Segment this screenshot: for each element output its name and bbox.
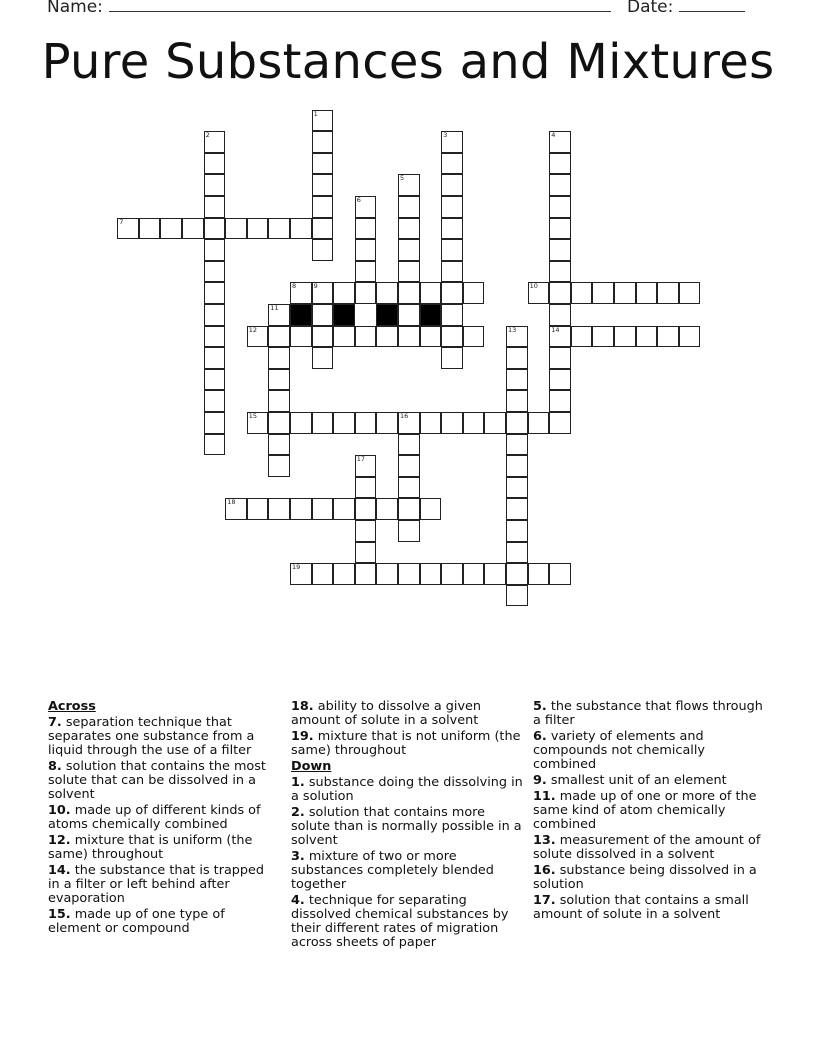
crossword-cell[interactable] [355, 282, 377, 304]
clue-text: made up of one or more of the same kind of atom chemically combined [533, 789, 757, 832]
clue-number: 10. [48, 803, 71, 818]
clue-text: mixture of two or more substances completely blended together [291, 849, 494, 892]
clue-down-11 [533, 790, 763, 832]
crossword-cell[interactable] [614, 326, 636, 348]
crossword-cell[interactable] [549, 196, 571, 218]
crossword-cell[interactable] [441, 282, 463, 304]
clue-column-3 [533, 700, 763, 924]
crossword-cell[interactable] [204, 304, 226, 326]
crossword-cell[interactable] [204, 282, 226, 304]
crossword-cell[interactable] [463, 563, 485, 585]
crossword-cell[interactable] [160, 218, 182, 240]
clue-down-1 [291, 776, 523, 804]
crossword-cell[interactable] [441, 261, 463, 283]
clue-across-7 [48, 716, 273, 758]
crossword-cell[interactable] [441, 347, 463, 369]
crossword-cell[interactable] [506, 369, 528, 391]
crossword-cell[interactable] [463, 282, 485, 304]
crossword-cell[interactable] [441, 174, 463, 196]
crossword-cell[interactable] [549, 218, 571, 240]
date-label: Date: [627, 0, 674, 17]
crossword-cell[interactable] [312, 153, 334, 175]
crossword-cell[interactable] [376, 282, 398, 304]
clue-text: substance doing the dissolving in a solution [291, 775, 523, 804]
clue-text: solution that contains a small amount of solute in a solvent [533, 893, 749, 922]
crossword-cell[interactable] [441, 218, 463, 240]
crossword-cell[interactable] [506, 326, 528, 348]
clue-text: smallest unit of an element [550, 773, 727, 788]
crossword-cell[interactable] [398, 563, 420, 585]
clue-number: 2. [291, 805, 305, 820]
crossword-cell[interactable] [506, 542, 528, 564]
crossword-cell[interactable] [312, 347, 334, 369]
crossword-cell[interactable] [571, 326, 593, 348]
clue-column-2 [291, 700, 523, 952]
crossword-cell[interactable] [441, 196, 463, 218]
cell-number: 12 [248, 325, 258, 334]
crossword-cell[interactable] [376, 563, 398, 585]
crossword-cell[interactable] [355, 542, 377, 564]
crossword-cell[interactable] [398, 282, 420, 304]
crossword-cell[interactable] [549, 390, 571, 412]
cell-number: 18 [227, 498, 236, 507]
crossword-cell[interactable] [204, 218, 226, 240]
crossword-cell[interactable] [398, 239, 420, 261]
crossword-cell[interactable] [290, 218, 312, 240]
clue-text: made up of one type of element or compound [48, 907, 225, 936]
crossword-cell[interactable] [247, 326, 269, 348]
crossword-cell[interactable] [204, 390, 226, 412]
clue-down-16 [533, 864, 763, 892]
cell-number: 15 [248, 412, 258, 420]
clue-number: 1. [291, 775, 305, 790]
crossword-cell[interactable] [312, 304, 334, 326]
crossword-cell[interactable] [290, 498, 312, 520]
clue-number: 13. [533, 833, 556, 848]
name-label: Name: [47, 0, 103, 17]
clue-number: 8. [48, 759, 62, 774]
crossword-cell[interactable] [333, 326, 355, 348]
crossword-cell[interactable] [268, 455, 290, 477]
clue-number: 9. [533, 773, 547, 788]
crossword-cell[interactable] [204, 153, 226, 175]
cell-number: 6 [356, 196, 361, 204]
crossword-cell[interactable] [506, 563, 528, 585]
crossword-cell[interactable] [312, 110, 334, 132]
crossword-cell[interactable] [441, 239, 463, 261]
crossword-cell[interactable] [333, 563, 355, 585]
cell-number: 9 [313, 282, 318, 291]
crossword-cell[interactable] [463, 412, 485, 434]
crossword-cell[interactable] [506, 434, 528, 456]
clue-number: 19. [291, 729, 314, 744]
crossword-cell[interactable] [312, 326, 334, 348]
clue-down-5 [533, 700, 763, 728]
crossword-cell[interactable] [679, 282, 701, 304]
crossword-cell[interactable] [355, 218, 377, 240]
crossword-cell[interactable] [247, 412, 269, 434]
crossword-cell[interactable] [204, 326, 226, 348]
crossword-cell[interactable] [376, 498, 398, 520]
crossword-cell[interactable] [312, 282, 334, 304]
crossword-cell[interactable] [420, 412, 442, 434]
clue-text: ability to dissolve a given amount of solute in a solvent [291, 699, 482, 728]
crossword-cell[interactable] [355, 563, 377, 585]
crossword-cell[interactable] [441, 563, 463, 585]
crossword-cell[interactable] [506, 520, 528, 542]
clue-number: 5. [533, 699, 547, 714]
clue-across-19 [291, 730, 523, 758]
crossword-cell[interactable] [355, 455, 377, 477]
crossword-cell[interactable] [441, 326, 463, 348]
crossword-cell[interactable] [484, 563, 506, 585]
crossword-cell[interactable] [225, 218, 247, 240]
crossword-cell[interactable] [333, 412, 355, 434]
crossword-cell[interactable] [204, 369, 226, 391]
crossword-cell[interactable] [528, 282, 550, 304]
clue-number: 14. [48, 863, 71, 878]
clue-text: solution that contains the most solute that can be dissolved in a solvent [48, 759, 266, 802]
crossword-cell[interactable] [398, 326, 420, 348]
cell-number: 8 [292, 282, 297, 291]
crossword-cell[interactable] [268, 434, 290, 456]
cell-number: 11 [270, 304, 279, 312]
clue-down-17 [533, 894, 763, 922]
crossword-cell[interactable] [506, 390, 528, 412]
crossword-cell[interactable] [463, 326, 485, 348]
cell-number: 4 [551, 131, 556, 140]
crossword-cell[interactable] [592, 326, 614, 348]
crossword-cell[interactable] [506, 498, 528, 520]
crossword-cell[interactable] [312, 563, 334, 585]
clue-text: the substance that is trapped in a filter or left behind after evaporation [48, 863, 265, 906]
crossword-cell[interactable] [355, 261, 377, 283]
clue-text: technique for separating dissolved chemical substances by their different rates of migration across sheets of paper [291, 893, 509, 950]
clue-text: variety of elements and compounds not chemically combined [533, 729, 705, 772]
crossword-cell[interactable] [571, 282, 593, 304]
crossword-cell[interactable] [398, 455, 420, 477]
crossword-cell[interactable] [333, 282, 355, 304]
crossword-cell[interactable] [268, 304, 290, 326]
crossword-cell[interactable] [398, 174, 420, 196]
crossword-cell[interactable] [657, 326, 679, 348]
cell-number: 3 [443, 131, 448, 140]
crossword-cell[interactable] [204, 196, 226, 218]
crossword-cell[interactable] [657, 282, 679, 304]
crossword-cell[interactable] [247, 498, 269, 520]
crossword-cell[interactable] [398, 520, 420, 542]
crossword-cell[interactable] [204, 412, 226, 434]
crossword-cell[interactable] [312, 218, 334, 240]
clue-across-14 [48, 864, 273, 906]
crossword-cell[interactable] [290, 282, 312, 304]
crossword-cell[interactable] [441, 304, 463, 326]
crossword-cell[interactable] [355, 477, 377, 499]
clue-text: made up of different kinds of atoms chemically combined [48, 803, 261, 832]
crossword-cell[interactable] [549, 174, 571, 196]
black-cell [290, 304, 312, 326]
clue-number: 18. [291, 699, 314, 714]
crossword-cell[interactable] [549, 369, 571, 391]
cell-number: 19 [292, 563, 301, 572]
crossword-cell[interactable] [592, 282, 614, 304]
crossword-cell[interactable] [528, 563, 550, 585]
crossword-cell[interactable] [420, 498, 442, 520]
clue-down-13 [533, 834, 763, 862]
crossword-cell[interactable] [204, 239, 226, 261]
clue-number: 4. [291, 893, 305, 908]
crossword-cell[interactable] [204, 434, 226, 456]
crossword-cell[interactable] [549, 304, 571, 326]
crossword-cell[interactable] [268, 412, 290, 434]
crossword-cell[interactable] [614, 282, 636, 304]
crossword-cell[interactable] [398, 477, 420, 499]
crossword-cell[interactable] [312, 498, 334, 520]
crossword-cell[interactable] [312, 412, 334, 434]
crossword-cell[interactable] [398, 434, 420, 456]
crossword-cell[interactable] [333, 498, 355, 520]
crossword-cell[interactable] [268, 326, 290, 348]
clue-number: 16. [533, 863, 556, 878]
clue-number: 6. [533, 729, 547, 744]
crossword-cell[interactable] [398, 412, 420, 434]
clue-down-3 [291, 850, 523, 892]
across-heading: Across [48, 699, 96, 714]
crossword-cell[interactable] [441, 412, 463, 434]
clue-text: substance being dissolved in a solution [533, 863, 757, 892]
clue-text: separation technique that separates one substance from a liquid through the use of a filter [48, 715, 255, 758]
crossword-cell[interactable] [679, 326, 701, 348]
clue-text: the substance that flows through a filter [533, 699, 763, 728]
crossword-cell[interactable] [290, 563, 312, 585]
cell-number: 2 [205, 131, 210, 140]
crossword-cell[interactable] [398, 196, 420, 218]
clue-text: measurement of the amount of solute dissolved in a solvent [533, 833, 761, 862]
crossword-cell[interactable] [549, 261, 571, 283]
clue-text: solution that contains more solute than is normally possible in a solvent [291, 805, 522, 848]
cell-number: 7 [119, 217, 124, 226]
clue-across-18 [291, 700, 523, 728]
crossword-cell[interactable] [204, 174, 226, 196]
cell-number: 14 [551, 325, 560, 334]
clue-across-12 [48, 834, 273, 862]
crossword-cell[interactable] [636, 282, 658, 304]
clue-down-4 [291, 894, 523, 950]
crossword-cell[interactable] [355, 196, 377, 218]
crossword-cell[interactable] [398, 304, 420, 326]
crossword-cell[interactable] [636, 326, 658, 348]
clue-down-9 [533, 774, 763, 788]
cell-number: 17 [356, 455, 366, 464]
crossword-cell[interactable] [290, 412, 312, 434]
crossword-cell[interactable] [549, 563, 571, 585]
cell-number: 5 [400, 174, 405, 183]
clue-number: 15. [48, 907, 71, 922]
crossword-cell[interactable] [376, 326, 398, 348]
cell-number: 13 [508, 325, 517, 334]
clue-text: mixture that is uniform (the same) throughout [48, 833, 253, 862]
crossword-cell[interactable] [268, 498, 290, 520]
crossword-cell[interactable] [182, 218, 204, 240]
crossword-cell[interactable] [225, 498, 247, 520]
clue-number: 11. [533, 789, 556, 804]
clue-number: 17. [533, 893, 556, 908]
crossword-cell[interactable] [290, 326, 312, 348]
clue-down-6 [533, 730, 763, 772]
page-title: Pure Substances and Mixtures [41, 34, 775, 90]
clue-number: 7. [48, 715, 62, 730]
clue-across-15 [48, 908, 273, 936]
crossword-cell[interactable] [506, 477, 528, 499]
crossword-cell[interactable] [355, 412, 377, 434]
crossword-cell[interactable] [506, 585, 528, 607]
crossword-cell[interactable] [312, 131, 334, 153]
crossword-cell[interactable] [549, 347, 571, 369]
black-cell [376, 304, 398, 326]
cell-number: 16 [400, 412, 409, 420]
crossword-cell[interactable] [398, 498, 420, 520]
crossword-cell[interactable] [420, 563, 442, 585]
crossword-cell[interactable] [312, 239, 334, 261]
crossword-cell[interactable] [355, 498, 377, 520]
crossword-cell[interactable] [247, 218, 269, 240]
crossword-cell[interactable] [312, 174, 334, 196]
crossword-cell[interactable] [268, 390, 290, 412]
crossword-cell[interactable] [549, 282, 571, 304]
crossword-cell[interactable] [355, 326, 377, 348]
down-heading: Down [291, 759, 332, 774]
clue-down-2 [291, 806, 523, 848]
crossword-cell[interactable] [268, 347, 290, 369]
crossword-cell[interactable] [398, 261, 420, 283]
clue-across-8 [48, 760, 273, 802]
crossword-cell[interactable] [398, 218, 420, 240]
crossword-cell[interactable] [355, 239, 377, 261]
crossword-cell[interactable] [549, 412, 571, 434]
crossword-cell[interactable] [204, 261, 226, 283]
crossword-cell[interactable] [204, 347, 226, 369]
black-cell [420, 304, 442, 326]
crossword-cell[interactable] [549, 131, 571, 153]
crossword-cell[interactable] [268, 369, 290, 391]
crossword-cell[interactable] [549, 326, 571, 348]
clue-column-1 [48, 700, 273, 938]
cell-number: 10 [529, 282, 538, 291]
clue-number: 12. [48, 833, 71, 848]
crossword-cell[interactable] [441, 131, 463, 153]
crossword-cell[interactable] [117, 218, 139, 240]
crossword-cell[interactable] [506, 455, 528, 477]
crossword-cell[interactable] [506, 347, 528, 369]
crossword-cell[interactable] [139, 218, 161, 240]
crossword-cell[interactable] [420, 282, 442, 304]
crossword-cell[interactable] [355, 520, 377, 542]
crossword-cell[interactable] [484, 412, 506, 434]
crossword-cell[interactable] [420, 326, 442, 348]
crossword-cell[interactable] [506, 412, 528, 434]
cell-number: 1 [313, 109, 318, 118]
crossword-cell[interactable] [312, 196, 334, 218]
crossword-cell[interactable] [268, 218, 290, 240]
crossword-cell[interactable] [549, 153, 571, 175]
crossword-cell[interactable] [549, 239, 571, 261]
clue-number: 3. [291, 849, 305, 864]
crossword-cell[interactable] [528, 412, 550, 434]
crossword-cell[interactable] [204, 131, 226, 153]
crossword-cell[interactable] [376, 412, 398, 434]
crossword-cell[interactable] [441, 153, 463, 175]
black-cell [333, 304, 355, 326]
clue-across-10 [48, 804, 273, 832]
clue-text: mixture that is not uniform (the same) throughout [291, 729, 521, 758]
